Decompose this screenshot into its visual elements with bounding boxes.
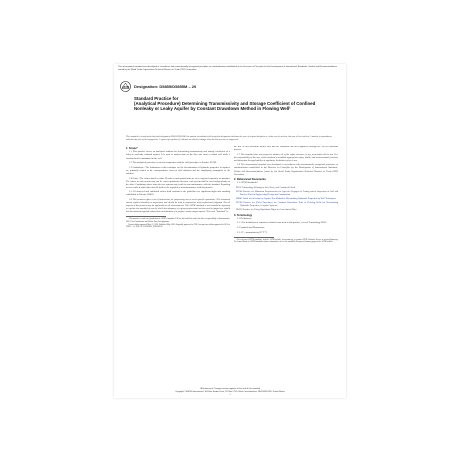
paragraph-1-1: 1.1 This practice covers an analytical solution for determining transmissivity and storage coefficient of a leaky or nonleaky confined aquifer. It is used to analyze data on the flow rate from a control well while a constant head is maintained in the well. [126, 151, 230, 160]
paragraph-1-2: 1.2 This analytical procedure is used in conjunction with the field procedure in Practice D5786. [129, 162, 217, 165]
footnote-1: ¹ This practice is under the jurisdiction of ASTM Committee D18 on Soil and Rock and is the direct responsibility of Subcommittee D18.21 on Groundwater and Vadose Zone Investigations. [126, 218, 230, 223]
summary-of-changes-note [114, 388, 346, 393]
paragraph-1-4: 1.4 Units—The values stated in either SI units or inch-pound units are to be regarded separately as standard. The values in each system may not be exact equivalents; therefore each system shall be used independently of the other. Combining values from the two systems may result in non-conformance with the standard. Reporting of test results in units other than SI shall not be regarded as nonconformance with this practice. [126, 177, 230, 189]
paragraph-1-6-cont: the title of this document means only that the document has been approved through the ASTM consensus process. [234, 146, 338, 152]
international-standard-notice: This international standard was developed in accordance with internationally recognized principles on standardization established in the Decision on Principles for the Development of International Standards, Guides and Recommendations issued by the World Trade Organization Technical Barriers to Trade (TBT) Committee. [118, 66, 337, 71]
paragraph-1-3: 1.3 Limitations—The limitations of this technique for the determination of hydraulic properties of aquifers are primarily related to the correspondence between field situation and the simplifying assumption of the solution. [126, 166, 230, 175]
paragraph-1-8: 1.8 This international standard was developed in accordance with internationally recognized principles on standardization established in the Decision on Principles for the Development of International Standards, Guides and Recommendations issued by the World Trade Organization Technical Barriers to Trade (TBT) Committee. [234, 164, 338, 176]
paragraph-3-1-1: 3.1.1 For definitions of common technical terms used in this practice, refer to Terminology D653. [237, 222, 327, 225]
reference-item[interactable]: D3740 Practice for Minimum Requirements for Agencies Engaged in Testing and/or Inspection of Soil and Rock as Used in Engineering Design and Construction [236, 191, 338, 197]
title-main: (Analytical Procedure) Determining Transmissivity and Storage Coefficient of Confined Nonleaky or Leaky Aquifer by Constant Drawdown Method in Flowing Well¹ [134, 101, 316, 112]
astm-logo [120, 81, 131, 92]
document-page [114, 64, 346, 398]
reference-item[interactable]: D6026 Practice for Using Significant Digits in Geotechnical Data [236, 209, 297, 212]
paragraph-3-2-1: 3.2.1 T—transmissivity [L² T⁻¹]. [237, 231, 268, 234]
reference-item[interactable]: D653 Terminology Relating to Soil, Rock, and Contained Fluids [236, 187, 296, 190]
left-column [126, 146, 230, 390]
designation: Designation: D5855/D5855M – 20 [134, 84, 197, 89]
paragraph-2-1: 2.1 ASTM Standards:² [237, 182, 258, 185]
footnote-1-edition: Current edition approved May 15, 2020. Published May 2020. Originally approved in 1995. Last previous edition approved in 2015 as D5855 – 15. DOI: 10.1520/D5855_D5855M-20. [126, 224, 230, 229]
summary-note-text: *A Summary of Changes section appears at the end of this standard [199, 388, 261, 390]
paragraph-1-6: 1.6 This practice offers a set of instructions for performing one or more specific operations. This document cannot replace education or experience and should be used in conjunction with professional judgment. Not all aspects of the practice may be applicable in all circumstances. This ASTM standard is not intended to represent or replace the standard of care by which the adequacy of a given professional service must be judged nor should this document be applied without the consideration of a project's many unique aspects. The word "Standard" in [126, 199, 230, 214]
section-2-heading: 2. Referenced Documents [234, 178, 266, 182]
standard-title [134, 96, 334, 112]
astm-logo-text: ASTM [121, 86, 130, 89]
footnote-2: ² For referenced ASTM standards, visit the ASTM website, www.astm.org, or contact ASTM Customer Service at service@astm.org. For Annual Book of ASTM Standards volume information, refer to the standard's Document Summary page on the ASTM website. [234, 238, 338, 244]
section-3-heading: 3. Terminology [234, 213, 253, 217]
reference-item[interactable]: D4043 Guide for Selection of Aquifer Test Method in Determining Hydraulic Properties by Well Techniques [236, 198, 336, 201]
title-kind: Standard Practice for [134, 96, 179, 101]
page-number: 1 [229, 394, 231, 396]
paragraph-3-1: 3.1 Definitions: [237, 217, 252, 220]
reference-item[interactable]: D5786 Practice for (Field Procedure) for Constant Drawdown Tests in Flowing Wells for Determining Hydraulic Properties of Aquifer Systems [236, 202, 338, 208]
footnote-divider [234, 237, 274, 238]
right-column [234, 146, 338, 390]
paragraph-1-7: 1.7 This standard does not purport to address all of the safety concerns, if any, associated with its use. It is the responsibility of the user of this standard to establish appropriate safety, health, and environmental practices and determine the applicability of regulatory limitations prior to use. [234, 153, 338, 162]
paragraph-1-5: 1.5 All observed and calculated values shall conform to the guidelines for significant digits and rounding established in Practice D6026. [126, 191, 230, 197]
section-1-heading: 1. Scope* [126, 147, 138, 151]
preamble: This standard is issued under the fixed designation D5855/D5855M; the number immediately following the designation indicates the year of original adoption or, in the case of revision, the year of last revision. A number in parentheses indicates the year of last reapproval. A superscript epsilon (ε) indicates an editorial change since the last revision or reapproval. [126, 136, 332, 141]
paragraph-3-2: 3.2 Symbols and Dimensions: [237, 227, 265, 230]
copyright-text: Copyright © ASTM International, 100 Barr Harbor Drive, PO Box C700, West Conshohocken, PA 19428-2959. United States [175, 390, 285, 393]
